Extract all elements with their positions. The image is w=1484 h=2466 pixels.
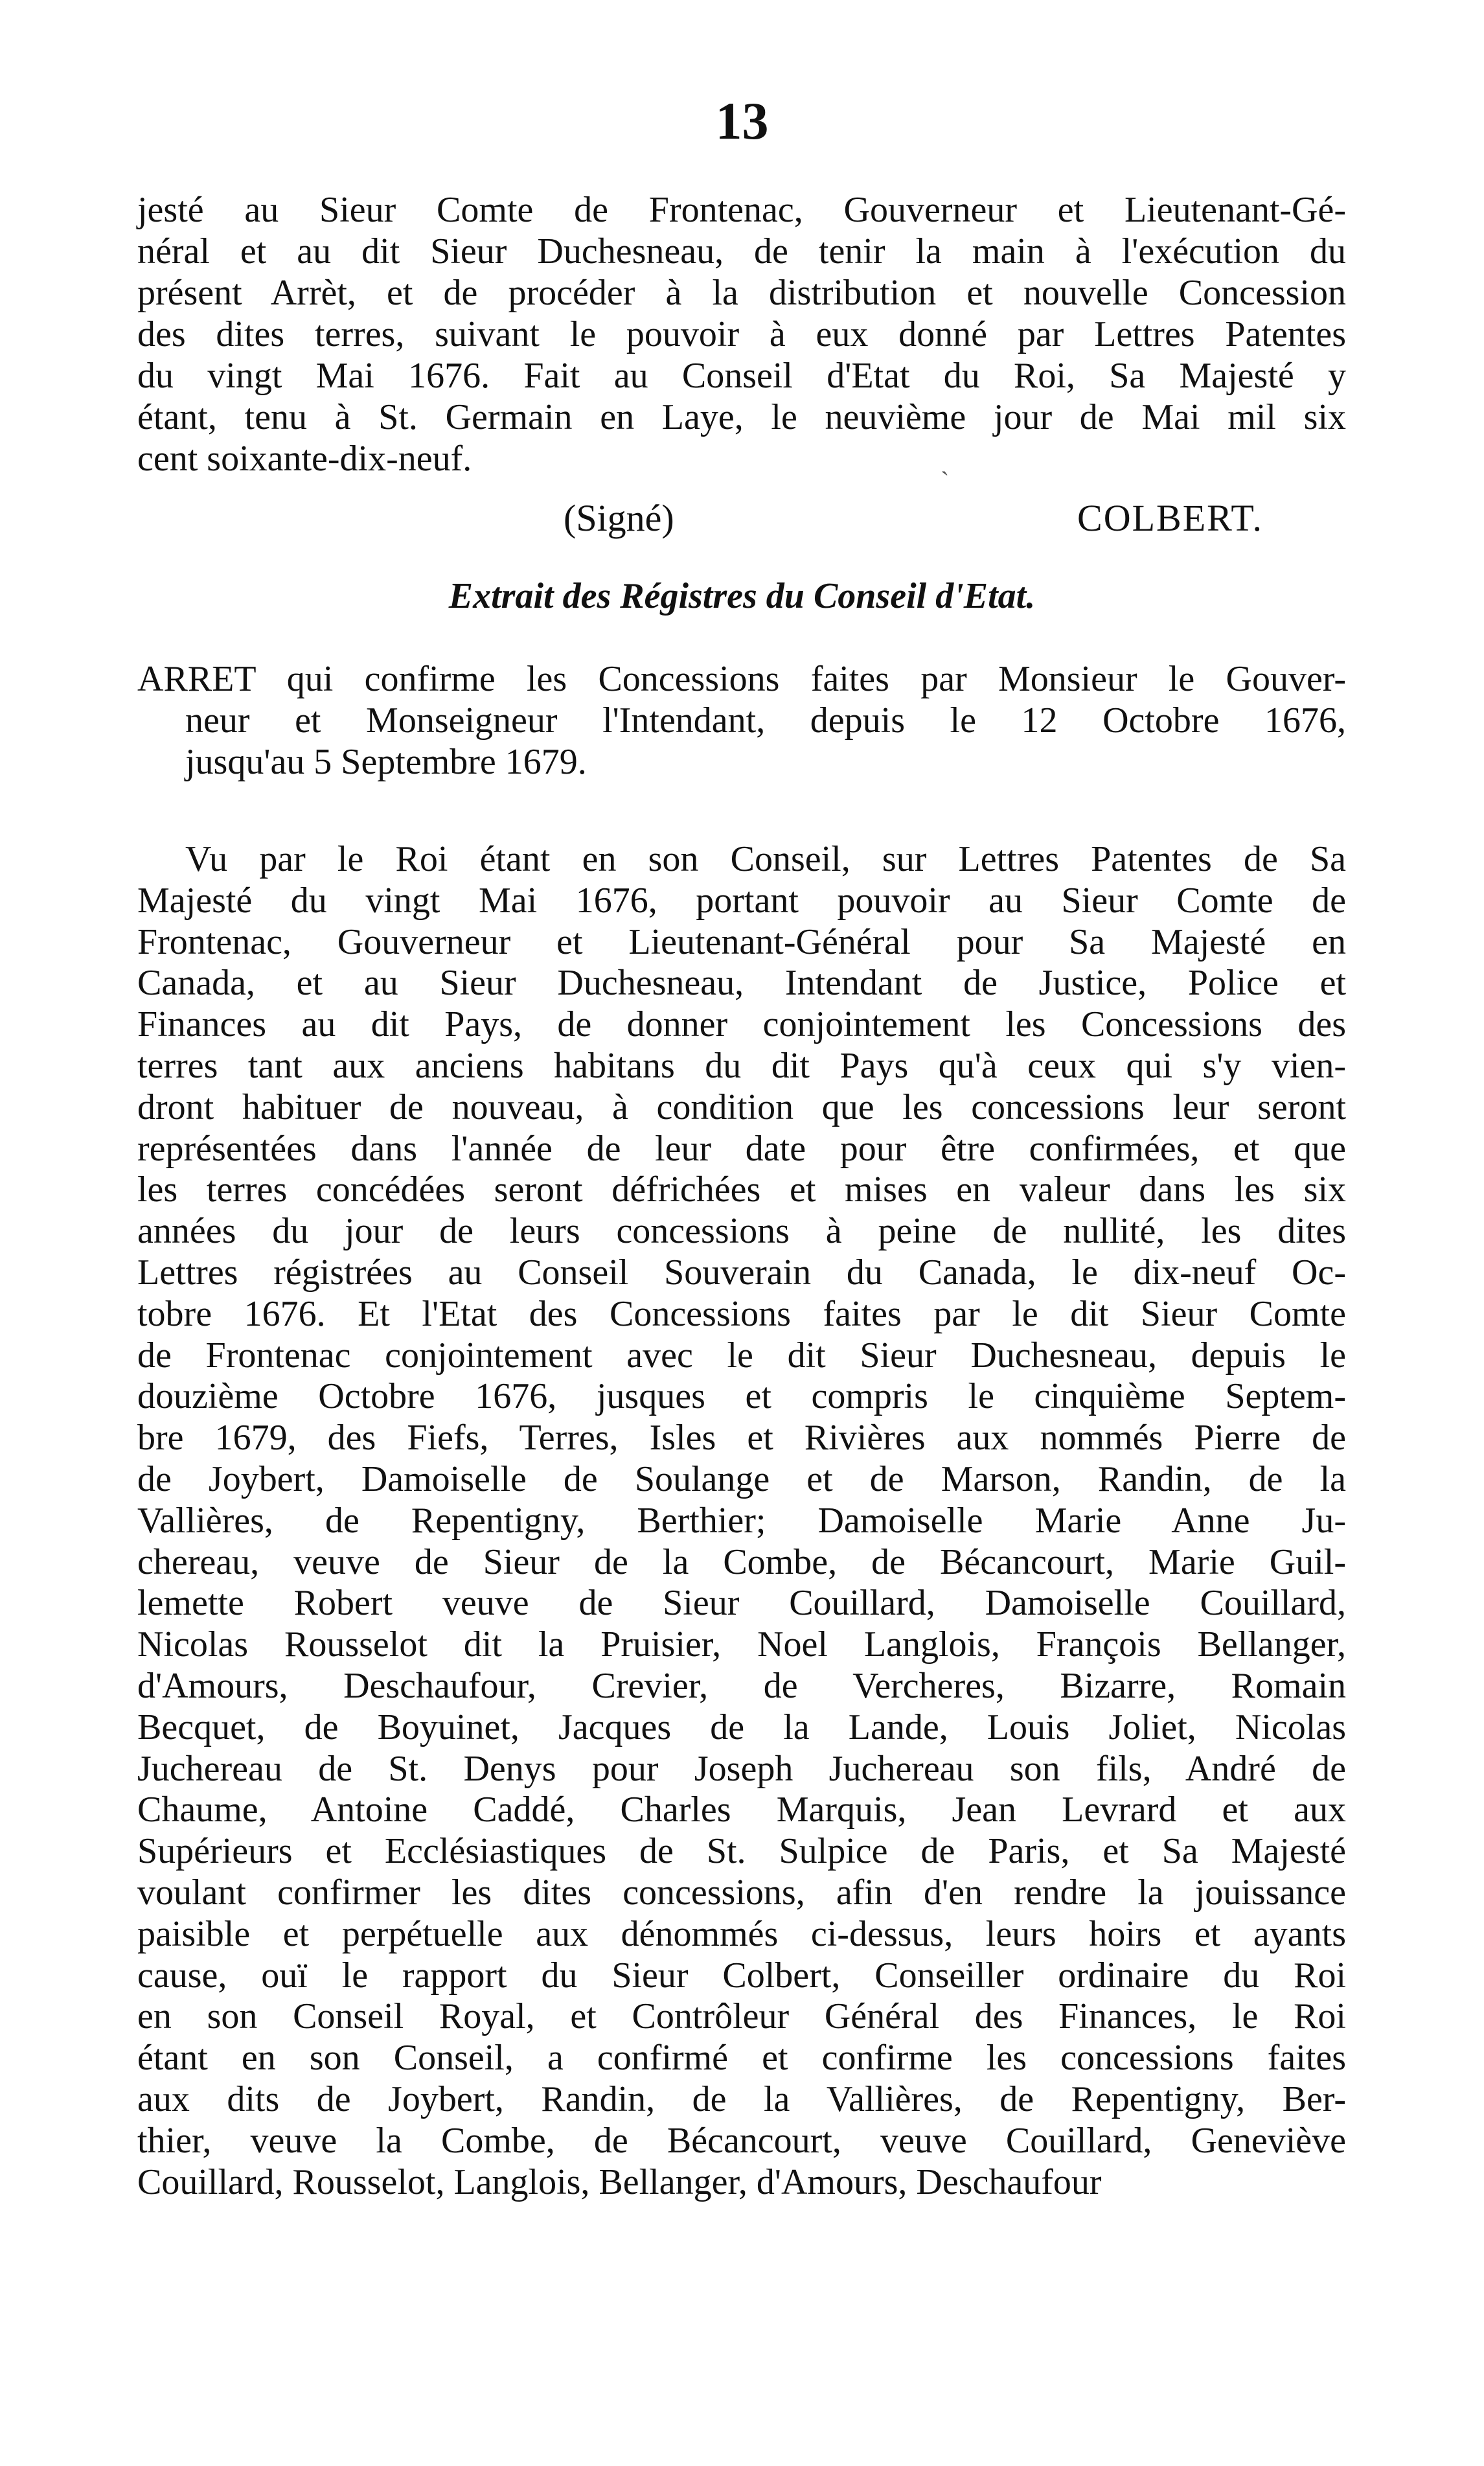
text-line: du vingt Mai 1676. Fait au Conseil d'Etat du Roi, Sa Majesté y [137, 356, 1346, 396]
text-line: d'Amours, Deschaufour, Crevier, de Vercheres, Bizarre, Romain [137, 1666, 1346, 1706]
text-line: Finances au dit Pays, de donner conjointement les Concessions des [137, 1004, 1346, 1044]
text-line: voulant confirmer les dites concessions, afin d'en rendre la jouissance [137, 1873, 1346, 1913]
text-line: cause, ouï le rapport du Sieur Colbert, Conseiller ordinaire du Roi [137, 1955, 1346, 1996]
text-line: les terres concédées seront défrichées et mises en valeur dans les six [137, 1170, 1346, 1210]
arret-summary-line: ARRET qui confirme les Concessions faites par Monsieur le Gouver- [137, 659, 1346, 699]
text-line: en son Conseil Royal, et Contrôleur Général des Finances, le Roi [137, 1996, 1346, 2036]
text-line: de Frontenac conjointement avec le dit Sieur Duchesneau, depuis le [137, 1335, 1346, 1376]
text-line: Juchereau de St. Denys pour Joseph Juchereau son fils, André de [137, 1749, 1346, 1789]
text-line: Nicolas Rousselot dit la Pruisier, Noel Langlois, François Bellanger, [137, 1624, 1346, 1665]
text-line: chereau, veuve de Sieur de la Combe, de Bécancourt, Marie Guil- [137, 1542, 1346, 1582]
text-line: étant en son Conseil, a confirmé et confirme les concessions faites [137, 2038, 1346, 2078]
text-line: des dites terres, suivant le pouvoir à eux donné par Lettres Patentes [137, 314, 1346, 354]
text-line: Majesté du vingt Mai 1676, portant pouvoir au Sieur Comte de [137, 881, 1346, 921]
page-number: 13 [715, 91, 769, 150]
text-line: Canada, et au Sieur Duchesneau, Intendant de Justice, Police et [137, 963, 1346, 1003]
section-heading: Extrait des Régistres du Conseil d'Etat. [448, 576, 1036, 616]
text-line: paisible et perpétuelle aux dénommés ci-dessus, leurs hoirs et ayants [137, 1914, 1346, 1954]
text-line: années du jour de leurs concessions à peine de nullité, les dites [137, 1211, 1346, 1251]
arret-summary-line: jusqu'au 5 Septembre 1679. [185, 742, 587, 782]
signed-label: (Signé) [564, 497, 674, 539]
text-line: Supérieurs et Ecclésiastiques de St. Sulpice de Paris, et Sa Majesté [137, 1831, 1346, 1871]
arret-summary-line: neur et Monseigneur l'Intendant, depuis le 12 Octobre 1676, [185, 700, 1346, 741]
text-line: de Joybert, Damoiselle de Soulange et de Marson, Randin, de la [137, 1459, 1346, 1499]
text-line: lemette Robert veuve de Sieur Couillard, Damoiselle Couillard, [137, 1583, 1346, 1623]
text-line: Couillard, Rousselot, Langlois, Bellanger, d'Amours, Deschaufour [137, 2162, 1102, 2202]
text-line: néral et au dit Sieur Duchesneau, de tenir la main à l'exécution du [137, 231, 1346, 271]
text-line: Lettres régistrées au Conseil Souverain du Canada, le dix-neuf Oc- [137, 1252, 1346, 1293]
text-line: terres tant aux anciens habitans du dit Pays qu'à ceux qui s'y vien- [137, 1046, 1346, 1086]
text-line: Vu par le Roi étant en son Conseil, sur Lettres Patentes de Sa [185, 839, 1346, 879]
print-speck: ˏ [941, 446, 950, 476]
signatory-name: COLBERT. [1077, 497, 1263, 539]
text-line: bre 1679, des Fiefs, Terres, Isles et Rivières aux nommés Pierre de [137, 1418, 1346, 1458]
text-line: cent soixante-dix-neuf. [137, 439, 472, 479]
text-line: jesté au Sieur Comte de Frontenac, Gouverneur et Lieutenant-Gé- [137, 190, 1346, 230]
text-line: thier, veuve la Combe, de Bécancourt, veuve Couillard, Geneviève [137, 2121, 1346, 2161]
text-line: tobre 1676. Et l'Etat des Concessions faites par le dit Sieur Comte [137, 1294, 1346, 1334]
text-line: Chaume, Antoine Caddé, Charles Marquis, Jean Levrard et aux [137, 1790, 1346, 1830]
text-line: présent Arrèt, et de procéder à la distribution et nouvelle Concession [137, 273, 1346, 313]
text-line: représentées dans l'année de leur date pour être confirmées, et que [137, 1129, 1346, 1169]
text-line: Vallières, de Repentigny, Berthier; Damoiselle Marie Anne Ju- [137, 1501, 1346, 1541]
text-line: étant, tenu à St. Germain en Laye, le neuvième jour de Mai mil six [137, 397, 1346, 437]
text-line: douzième Octobre 1676, jusques et compris le cinquième Septem- [137, 1376, 1346, 1416]
text-line: Frontenac, Gouverneur et Lieutenant-Général pour Sa Majesté en [137, 922, 1346, 962]
text-line: Becquet, de Boyuinet, Jacques de la Lande, Louis Joliet, Nicolas [137, 1707, 1346, 1747]
text-line: dront habituer de nouveau, à condition que les concessions leur seront [137, 1087, 1346, 1127]
text-line: aux dits de Joybert, Randin, de la Vallières, de Repentigny, Ber- [137, 2079, 1346, 2119]
